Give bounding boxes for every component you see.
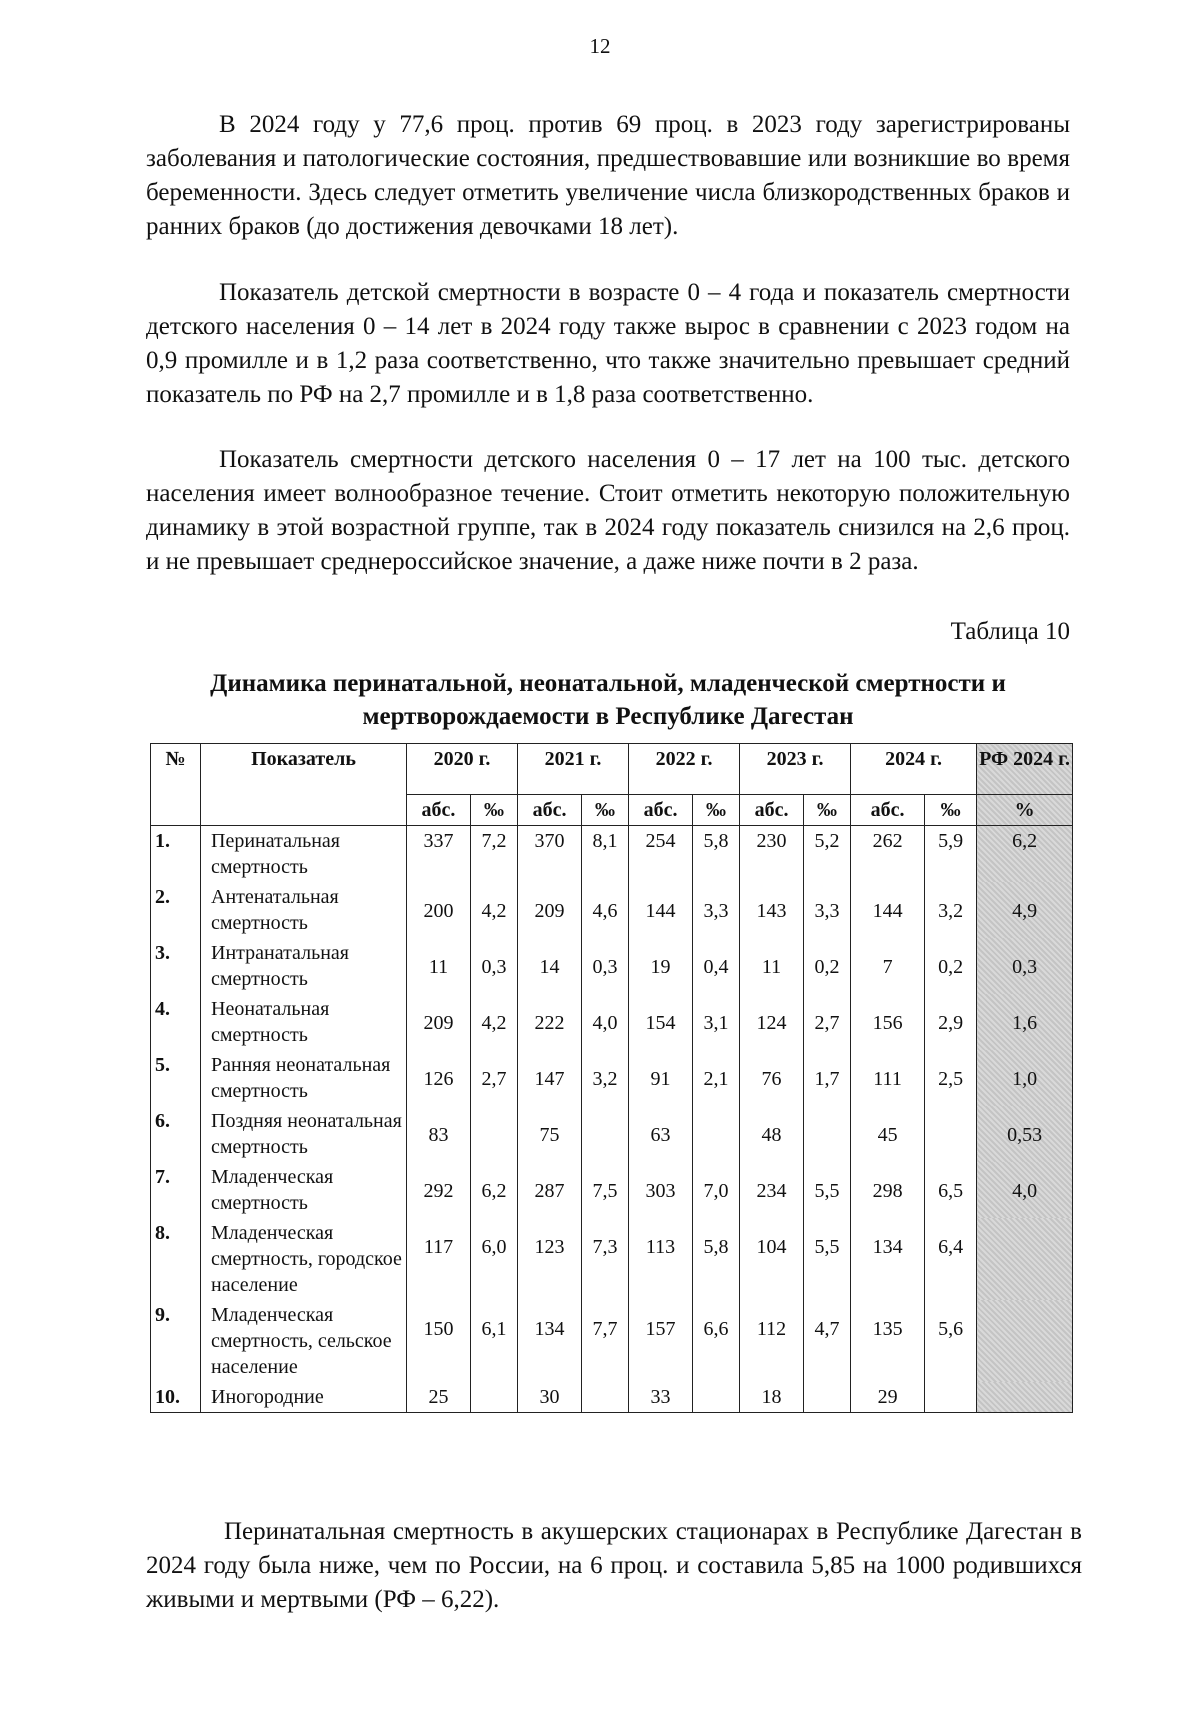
cell-abs: 143 bbox=[740, 882, 804, 938]
cell-rf: 4,9 bbox=[977, 882, 1073, 938]
cell-abs: 144 bbox=[629, 882, 693, 938]
cell-abs: 63 bbox=[629, 1106, 693, 1162]
cell-permille bbox=[471, 1106, 518, 1162]
cell-abs: 25 bbox=[407, 1382, 471, 1413]
cell-abs: 234 bbox=[740, 1162, 804, 1218]
cell-rf: 6,2 bbox=[977, 826, 1073, 883]
cell-permille: 2,9 bbox=[925, 994, 977, 1050]
page-number: 12 bbox=[589, 34, 611, 58]
cell-permille: 6,1 bbox=[471, 1300, 518, 1382]
cell-abs: 200 bbox=[407, 882, 471, 938]
row-number: 1. bbox=[151, 826, 201, 883]
cell-permille: 8,1 bbox=[582, 826, 629, 883]
cell-abs: 45 bbox=[851, 1106, 925, 1162]
cell-permille: 3,3 bbox=[693, 882, 740, 938]
table-row bbox=[151, 826, 1073, 883]
header-rf: РФ 2024 г. bbox=[977, 744, 1073, 795]
cell-abs: 19 bbox=[629, 938, 693, 994]
cell-abs: 337 bbox=[407, 826, 471, 883]
cell-abs: 135 bbox=[851, 1300, 925, 1382]
header-permille: ‰ bbox=[804, 795, 851, 826]
row-number: 9. bbox=[151, 1300, 201, 1382]
cell-permille bbox=[471, 1382, 518, 1413]
cell-permille: 5,2 bbox=[804, 826, 851, 883]
cell-permille: 6,4 bbox=[925, 1218, 977, 1300]
cell-permille: 4,2 bbox=[471, 994, 518, 1050]
header-indicator: Показатель bbox=[201, 744, 407, 826]
cell-permille: 7,5 bbox=[582, 1162, 629, 1218]
row-number: 3. bbox=[151, 938, 201, 994]
table-row bbox=[151, 1382, 1073, 1413]
row-number: 2. bbox=[151, 882, 201, 938]
table-row bbox=[151, 1162, 1073, 1218]
header-abs: абс. bbox=[518, 795, 582, 826]
table-title-line-1: Динамика перинатальной, неонатальной, младенческой смертности и bbox=[210, 670, 1006, 697]
cell-abs: 134 bbox=[518, 1300, 582, 1382]
cell-permille bbox=[693, 1106, 740, 1162]
cell-permille: 1,7 bbox=[804, 1050, 851, 1106]
cell-abs: 104 bbox=[740, 1218, 804, 1300]
cell-permille: 5,6 bbox=[925, 1300, 977, 1382]
cell-abs: 7 bbox=[851, 938, 925, 994]
cell-abs: 123 bbox=[518, 1218, 582, 1300]
cell-permille: 0,2 bbox=[925, 938, 977, 994]
header-permille: ‰ bbox=[925, 795, 977, 826]
cell-abs: 254 bbox=[629, 826, 693, 883]
cell-rf: 1,0 bbox=[977, 1050, 1073, 1106]
cell-abs: 156 bbox=[851, 994, 925, 1050]
cell-permille: 3,2 bbox=[925, 882, 977, 938]
table-row bbox=[151, 882, 1073, 938]
cell-abs: 134 bbox=[851, 1218, 925, 1300]
cell-permille: 4,0 bbox=[582, 994, 629, 1050]
cell-abs: 292 bbox=[407, 1162, 471, 1218]
cell-permille: 7,2 bbox=[471, 826, 518, 883]
cell-abs: 75 bbox=[518, 1106, 582, 1162]
cell-permille: 2,7 bbox=[804, 994, 851, 1050]
cell-abs: 124 bbox=[740, 994, 804, 1050]
cell-rf bbox=[977, 1382, 1073, 1413]
cell-abs: 157 bbox=[629, 1300, 693, 1382]
table-title bbox=[146, 667, 1070, 733]
table-row bbox=[151, 1300, 1073, 1382]
cell-permille bbox=[693, 1382, 740, 1413]
cell-abs: 113 bbox=[629, 1218, 693, 1300]
row-indicator: Ранняя неонатальная смертность bbox=[201, 1050, 407, 1106]
row-number: 6. bbox=[151, 1106, 201, 1162]
header-abs: абс. bbox=[629, 795, 693, 826]
header-rf-unit: % bbox=[977, 795, 1073, 826]
table-row bbox=[151, 994, 1073, 1050]
row-indicator: Иногородние bbox=[201, 1382, 407, 1413]
cell-abs: 150 bbox=[407, 1300, 471, 1382]
cell-abs: 29 bbox=[851, 1382, 925, 1413]
cell-permille: 5,8 bbox=[693, 1218, 740, 1300]
mortality-table bbox=[150, 743, 1073, 1413]
cell-abs: 154 bbox=[629, 994, 693, 1050]
cell-permille: 5,5 bbox=[804, 1218, 851, 1300]
cell-abs: 91 bbox=[629, 1050, 693, 1106]
header-year: 2024 г. bbox=[851, 744, 977, 795]
row-indicator: Перинатальная смертность bbox=[201, 826, 407, 883]
cell-abs: 112 bbox=[740, 1300, 804, 1382]
cell-abs: 14 bbox=[518, 938, 582, 994]
cell-permille: 6,0 bbox=[471, 1218, 518, 1300]
cell-permille: 2,7 bbox=[471, 1050, 518, 1106]
paragraph-3: Показатель смертности детского населения 0 – 17 лет на 100 тыс. детского населения имеет волнообразное течение. Стоит отметить некоторую положительную динамику в этой возрастной группе, так в 2024 году показатель снизился на 2,6 проц. и не превышает среднероссийское значение, а даже ниже почти в 2 раза. bbox=[146, 446, 1070, 575]
header-year: 2022 г. bbox=[629, 744, 740, 795]
row-number: 5. bbox=[151, 1050, 201, 1106]
cell-permille: 7,3 bbox=[582, 1218, 629, 1300]
cell-permille: 3,2 bbox=[582, 1050, 629, 1106]
cell-permille bbox=[582, 1382, 629, 1413]
cell-abs: 117 bbox=[407, 1218, 471, 1300]
row-number: 8. bbox=[151, 1218, 201, 1300]
row-indicator: Младенческая смертность, городское население bbox=[201, 1218, 407, 1300]
header-permille: ‰ bbox=[582, 795, 629, 826]
cell-permille: 3,1 bbox=[693, 994, 740, 1050]
cell-abs: 298 bbox=[851, 1162, 925, 1218]
paragraph-2: Показатель детской смертности в возрасте 0 – 4 года и показатель смертности детского населения 0 – 14 лет в 2024 году также вырос в сравнении с 2023 годом на 0,9 промилле и в 1,2 раза соответственно, что также значительно превышает средний показатель по РФ на 2,7 промилле и в 1,8 раза соответственно. bbox=[146, 279, 1070, 408]
cell-permille bbox=[804, 1382, 851, 1413]
cell-permille bbox=[925, 1382, 977, 1413]
cell-abs: 209 bbox=[407, 994, 471, 1050]
header-abs: абс. bbox=[851, 795, 925, 826]
cell-abs: 230 bbox=[740, 826, 804, 883]
row-indicator: Младенческая смертность bbox=[201, 1162, 407, 1218]
cell-permille: 7,0 bbox=[693, 1162, 740, 1218]
header-permille: ‰ bbox=[693, 795, 740, 826]
header-permille: ‰ bbox=[471, 795, 518, 826]
cell-rf: 0,3 bbox=[977, 938, 1073, 994]
closing-paragraph: Перинатальная смертность в акушерских стационарах в Республике Дагестан в 2024 году была ниже, чем по России, на 6 проц. и составила 5,85 на 1000 родившихся живыми и мертвыми (РФ – 6,22). bbox=[146, 1518, 1082, 1613]
table-row bbox=[151, 1218, 1073, 1300]
cell-abs: 11 bbox=[407, 938, 471, 994]
cell-permille: 6,2 bbox=[471, 1162, 518, 1218]
table-row bbox=[151, 938, 1073, 994]
cell-abs: 30 bbox=[518, 1382, 582, 1413]
header-abs: абс. bbox=[407, 795, 471, 826]
cell-abs: 11 bbox=[740, 938, 804, 994]
cell-abs: 303 bbox=[629, 1162, 693, 1218]
cell-abs: 144 bbox=[851, 882, 925, 938]
cell-rf bbox=[977, 1218, 1073, 1300]
cell-rf: 1,6 bbox=[977, 994, 1073, 1050]
cell-permille: 4,6 bbox=[582, 882, 629, 938]
cell-abs: 48 bbox=[740, 1106, 804, 1162]
cell-abs: 111 bbox=[851, 1050, 925, 1106]
cell-abs: 287 bbox=[518, 1162, 582, 1218]
cell-rf: 4,0 bbox=[977, 1162, 1073, 1218]
cell-permille: 4,2 bbox=[471, 882, 518, 938]
cell-abs: 76 bbox=[740, 1050, 804, 1106]
cell-permille: 5,5 bbox=[804, 1162, 851, 1218]
cell-permille: 6,6 bbox=[693, 1300, 740, 1382]
cell-abs: 222 bbox=[518, 994, 582, 1050]
cell-permille: 6,5 bbox=[925, 1162, 977, 1218]
table-title-line-2: мертворождаемости в Республике Дагестан bbox=[362, 703, 854, 730]
table-row bbox=[151, 1050, 1073, 1106]
cell-permille bbox=[582, 1106, 629, 1162]
row-number: 10. bbox=[151, 1382, 201, 1413]
header-year: 2020 г. bbox=[407, 744, 518, 795]
cell-permille: 3,3 bbox=[804, 882, 851, 938]
cell-abs: 18 bbox=[740, 1382, 804, 1413]
row-indicator: Антенатальная смертность bbox=[201, 882, 407, 938]
cell-permille: 5,8 bbox=[693, 826, 740, 883]
row-number: 4. bbox=[151, 994, 201, 1050]
cell-permille: 0,3 bbox=[582, 938, 629, 994]
header-abs: абс. bbox=[740, 795, 804, 826]
cell-abs: 147 bbox=[518, 1050, 582, 1106]
cell-rf bbox=[977, 1300, 1073, 1382]
cell-abs: 83 bbox=[407, 1106, 471, 1162]
cell-permille: 0,3 bbox=[471, 938, 518, 994]
row-indicator: Младенческая смертность, сельское население bbox=[201, 1300, 407, 1382]
cell-abs: 33 bbox=[629, 1382, 693, 1413]
row-number: 7. bbox=[151, 1162, 201, 1218]
table-label: Таблица 10 bbox=[950, 618, 1070, 645]
row-indicator: Интранатальная смертность bbox=[201, 938, 407, 994]
cell-permille bbox=[925, 1106, 977, 1162]
cell-abs: 370 bbox=[518, 826, 582, 883]
header-year: 2023 г. bbox=[740, 744, 851, 795]
cell-permille bbox=[804, 1106, 851, 1162]
cell-permille: 0,2 bbox=[804, 938, 851, 994]
cell-abs: 209 bbox=[518, 882, 582, 938]
header-year: 2021 г. bbox=[518, 744, 629, 795]
cell-permille: 2,5 bbox=[925, 1050, 977, 1106]
cell-rf: 0,53 bbox=[977, 1106, 1073, 1162]
cell-permille: 0,4 bbox=[693, 938, 740, 994]
table-row bbox=[151, 1106, 1073, 1162]
cell-permille: 4,7 bbox=[804, 1300, 851, 1382]
cell-abs: 126 bbox=[407, 1050, 471, 1106]
cell-permille: 2,1 bbox=[693, 1050, 740, 1106]
cell-abs: 262 bbox=[851, 826, 925, 883]
row-indicator: Неонатальная смертность bbox=[201, 994, 407, 1050]
cell-permille: 7,7 bbox=[582, 1300, 629, 1382]
cell-permille: 5,9 bbox=[925, 826, 977, 883]
row-indicator: Поздняя неонатальная смертность bbox=[201, 1106, 407, 1162]
header-num: № bbox=[151, 744, 201, 826]
paragraph-1: В 2024 году у 77,6 проц. против 69 проц. в 2023 году зарегистрированы заболевания и патологические состояния, предшествовавшие или возникшие во время беременности. Здесь следует отметить увеличение числа близкородственных браков и ранних браков (до достижения девочками 18 лет). bbox=[146, 111, 1070, 240]
